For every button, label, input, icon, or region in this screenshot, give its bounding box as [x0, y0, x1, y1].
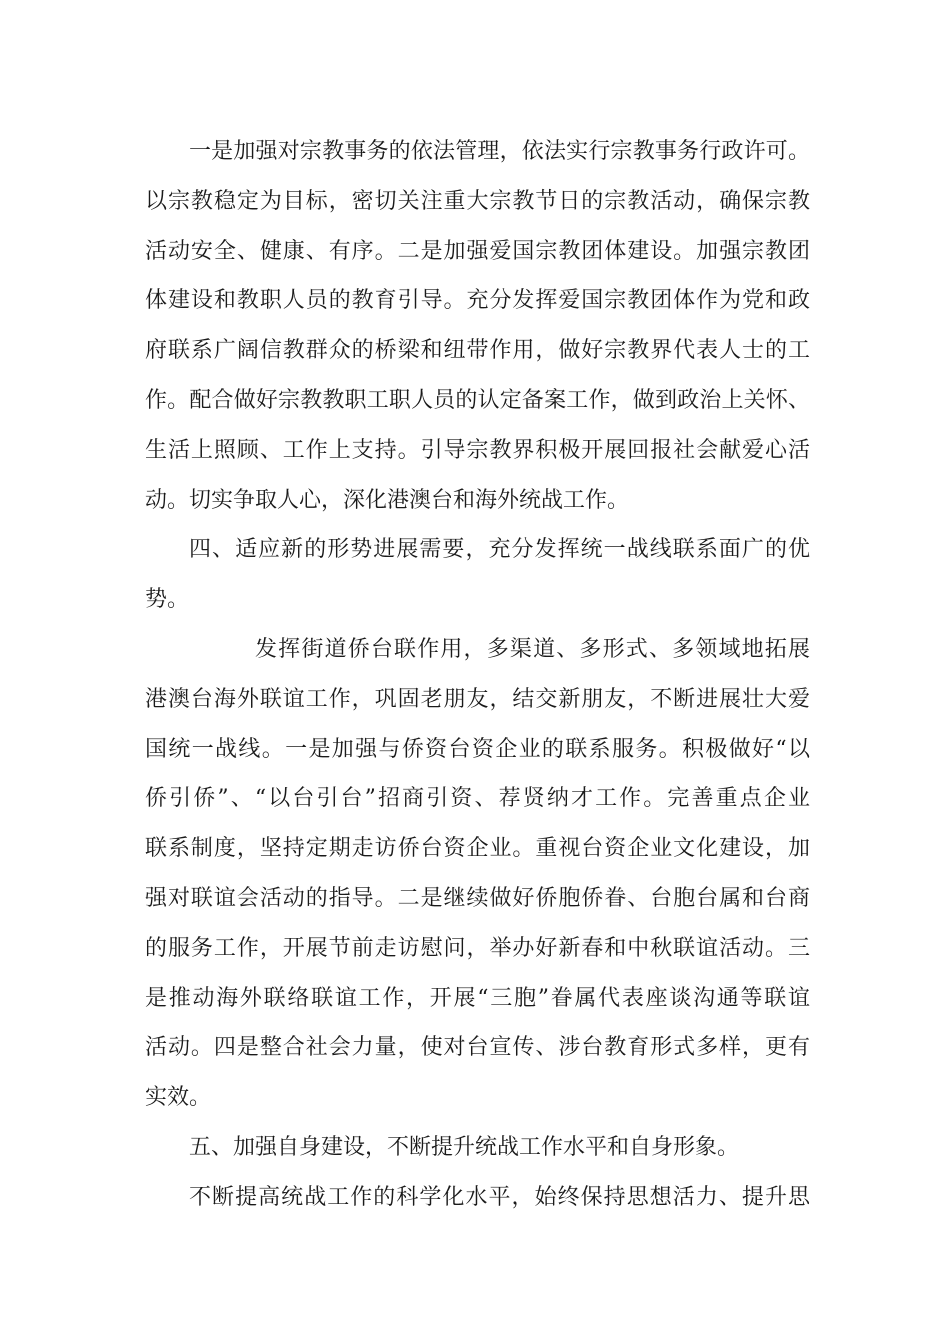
text-line: 以宗教稳定为目标，密切关注重大宗教节日的宗教活动，确保宗教	[145, 188, 810, 214]
text-line: 港澳台海外联谊工作，巩固老朋友，结交新朋友，不断进展壮大爱	[145, 686, 810, 712]
text-line: 不断提高统战工作的科学化水平，始终保持思想活力、提升思	[189, 1184, 810, 1210]
text-line: 强对联谊会活动的指导。二是继续做好侨胞侨眷、台胞台属和台商	[145, 885, 810, 911]
text-line: 国统一战线。一是加强与侨资台资企业的联系服务。积极做好“以	[145, 736, 810, 762]
text-line: 动。切实争取人心，深化港澳台和海外统战工作。	[145, 487, 630, 513]
text-line: 活动安全、健康、有序。二是加强爱国宗教团体建设。加强宗教团	[145, 238, 810, 264]
text-line: 侨引侨”、“以台引台”招商引资、荐贤纳才工作。完善重点企业	[145, 786, 810, 812]
text-line: 实效。	[145, 1085, 212, 1111]
text-line: 一是加强对宗教事务的依法管理，依法实行宗教事务行政许可。	[189, 139, 810, 164]
text-line: 的服务工作，开展节前走访慰问，举办好新春和中秋联谊活动。三	[145, 935, 810, 961]
section-heading-line: 五、加强自身建设，不断提升统战工作水平和自身形象。	[189, 1134, 740, 1160]
text-line: 府联系广阔信教群众的桥梁和纽带作用，做好宗教界代表人士的工	[145, 338, 810, 364]
text-line: 联系制度，坚持定期走访侨台资企业。重视台资企业文化建设，加	[145, 836, 810, 862]
section-heading-line: 四、适应新的形势进展需要，充分发挥统一战线联系面广的优	[189, 537, 810, 563]
text-line: 活动。四是整合社会力量，使对台宣传、涉台教育形式多样，更有	[145, 1035, 810, 1061]
text-line: 发挥街道侨台联作用，多渠道、多形式、多领域地拓展	[255, 636, 810, 662]
text-line: 生活上照顾、工作上支持。引导宗教界积极开展回报社会献爱心活	[145, 437, 810, 463]
text-line: 是推动海外联络联谊工作，开展“三胞”眷属代表座谈沟通等联谊	[145, 985, 810, 1011]
text-line: 体建设和教职人员的教育引导。充分发挥爱国宗教团体作为党和政	[145, 288, 810, 314]
text-line: 作。配合做好宗教教职工职人员的认定备案工作，做到政治上关怀、	[145, 387, 810, 413]
document-body	[145, 127, 810, 1223]
section-heading-line: 势。	[145, 587, 190, 613]
